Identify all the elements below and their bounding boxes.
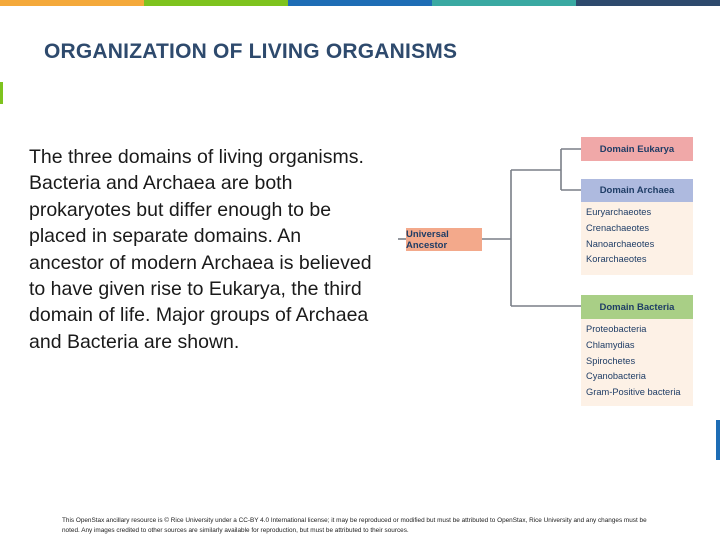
archaea-groups-list <box>581 202 693 275</box>
bacteria-group-item: Chlamydias <box>586 339 635 350</box>
domain-bacteria-box: Domain Bacteria <box>581 295 693 319</box>
band-segment-blue <box>288 0 432 6</box>
bacteria-group-item: Gram-Positive bacteria <box>586 387 681 398</box>
domain-eukarya-box: Domain Eukarya <box>581 137 693 161</box>
slide-title: ORGANIZATION OF LIVING ORGANISMS <box>44 40 458 63</box>
archaea-group-item: Korarchaeotes <box>586 254 647 265</box>
band-segment-teal <box>432 0 576 6</box>
slide-body-text: The three domains of living organisms. Bacteria and Archaea are both prokaryotes but differ enough to be placed in separate domains. An ancestor of modern Archaea is believed to have given rise to Eukarya, the third domain of life. Major groups of Archaea and Bacteria are shown. <box>29 146 372 353</box>
archaea-group-item: Crenachaeotes <box>586 222 650 233</box>
universal-ancestor-box: Universal Ancestor <box>406 228 482 251</box>
bacteria-group-item: Spirochetes <box>586 355 636 366</box>
archaea-group-item: Euryarchaeotes <box>586 207 652 217</box>
license-footer: This OpenStax ancillary resource is © Rice University under a CC-BY 4.0 International license; it may be reproduced or modified but must be attributed to OpenStax, Rice University and any changes must be noted. Any images credited to other sources are similarly available for reproduction, but must be attributed to their sources. <box>62 517 647 534</box>
bacteria-groups-list <box>581 319 693 406</box>
three-domains-diagram <box>398 132 698 407</box>
archaea-group-item: Nanoarchaeotes <box>586 238 655 249</box>
domain-archaea-box: Domain Archaea <box>581 179 693 202</box>
bacteria-group-item: Cyanobacteria <box>586 371 646 382</box>
right-accent-bar <box>716 420 720 460</box>
bacteria-group-item: Proteobacteria <box>586 324 647 334</box>
band-segment-navy <box>576 0 720 6</box>
top-color-band <box>0 0 720 6</box>
band-segment-green <box>144 0 288 6</box>
band-segment-orange <box>0 0 144 6</box>
left-accent-bar <box>0 82 3 104</box>
